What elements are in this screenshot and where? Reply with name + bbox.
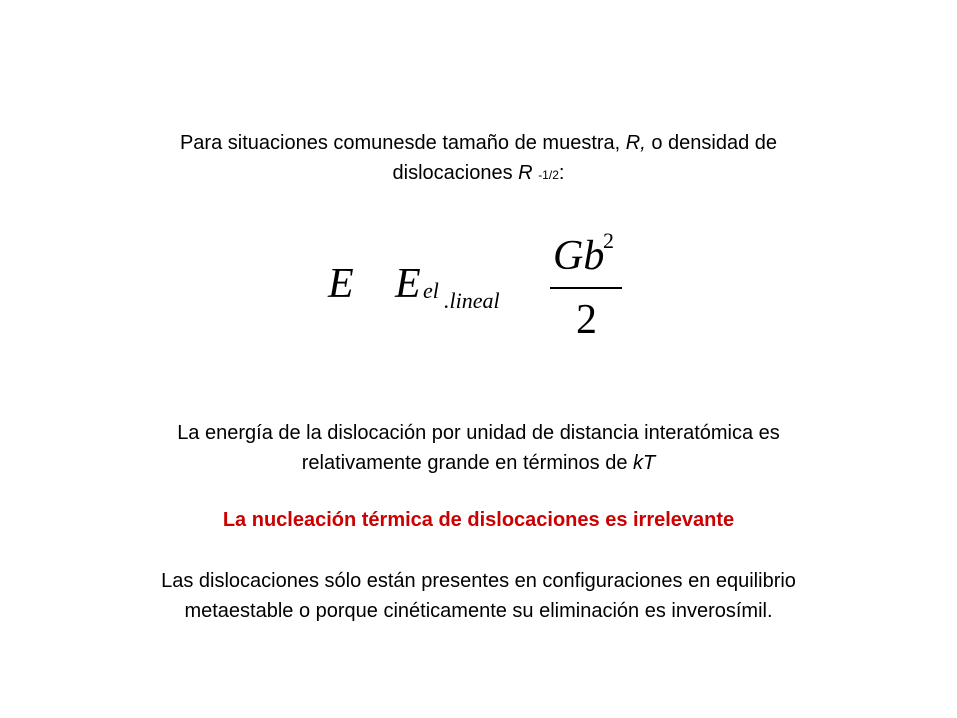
thermal-energy-symbol: kT: [633, 452, 656, 474]
energy-line-2-start: relativamente grande en términos de: [301, 452, 634, 474]
intro-line-1-end: o densidad de: [645, 132, 778, 154]
sample-size-symbol: R,: [625, 132, 646, 154]
formula-energy-symbol: E: [328, 261, 354, 307]
energy-line-1: La energía de la dislocación por unidad de distancia interatómica es: [177, 422, 780, 444]
intro-line-2-start: dislocaciones: [392, 162, 519, 184]
closing-line-2: metaestable o porque cinéticamente su eliminación es inverosímil.: [184, 600, 773, 622]
intro-line-2: [0, 158, 957, 190]
closing-paragraph: [0, 566, 957, 626]
formula-elastic-energy-symbol: E: [395, 261, 421, 307]
intro-paragraph: [0, 128, 957, 190]
sample-size-symbol-2: R: [518, 162, 533, 184]
formula-subscript-lineal: .lineal: [444, 288, 500, 313]
formula-denominator: 2: [576, 297, 597, 343]
formula-numerator: Gb: [553, 233, 605, 279]
highlight-statement: La nucleación térmica de dislocaciones es irrelevante: [222, 509, 735, 531]
fraction-bar: [550, 287, 622, 289]
energy-line-2: [0, 448, 957, 478]
density-exponent: -1/2: [538, 168, 559, 182]
closing-line-1: Las dislocaciones sólo están presentes en configuraciones en equilibrio: [161, 570, 796, 592]
energy-paragraph: [0, 418, 957, 478]
formula-subscript-el: el: [423, 278, 439, 303]
intro-colon: :: [558, 162, 565, 184]
intro-line-1-start: Para situaciones comunesde tamaño de muestra,: [179, 132, 626, 154]
formula-numerator-exponent: 2: [603, 228, 614, 253]
intro-line-1: [0, 128, 957, 158]
energy-formula: [0, 222, 957, 352]
